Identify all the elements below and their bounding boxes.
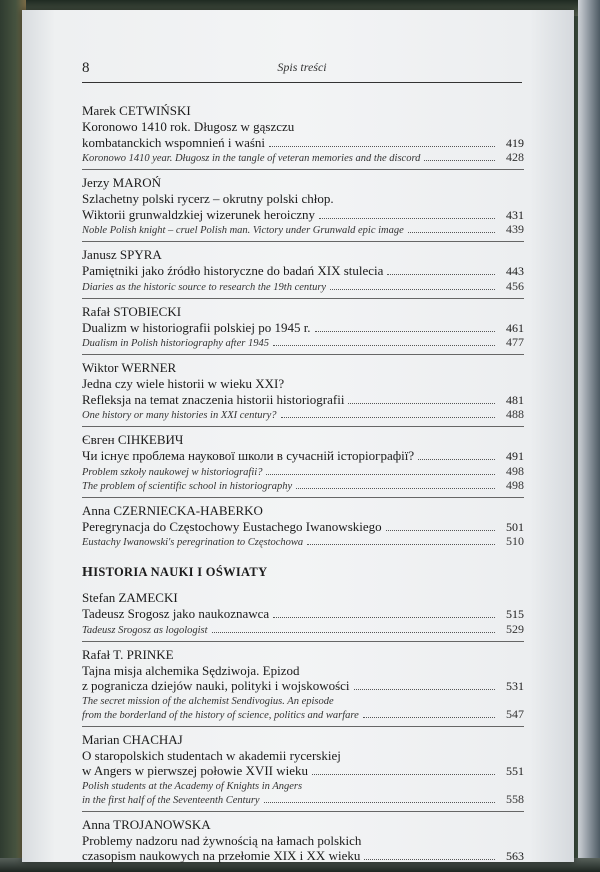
author-name: Євген СІНКЕВИЧ bbox=[82, 432, 184, 447]
title-text: Problemy nadzoru nad żywnością na łamach polskich bbox=[82, 832, 362, 848]
page-ref: 498 bbox=[506, 463, 524, 478]
toc-english-title-line bbox=[82, 793, 524, 807]
entry-divider bbox=[82, 298, 524, 299]
page-ref: 439 bbox=[506, 222, 524, 236]
title-text: w Angers w pierwszej połowie XVII wieku bbox=[82, 763, 309, 778]
page-ref: 515 bbox=[506, 607, 524, 621]
dot-leader bbox=[387, 274, 495, 275]
title-text: Refleksja na temat znaczenia historii historiografii bbox=[82, 391, 345, 407]
running-head bbox=[82, 60, 522, 83]
toc-english-title-line bbox=[82, 708, 524, 722]
english-title-text: Polish students at the Academy of Knights in Angers bbox=[82, 780, 303, 792]
title-text: czasopism naukowych na przełomie XIX i XX wieku bbox=[82, 848, 361, 863]
english-title-text: Problem szkoły naukowej w historiografii? bbox=[82, 466, 263, 478]
english-title-text: Dualism in Polish historiography after 1945 bbox=[82, 338, 269, 349]
title-text: Чи існує проблема наукової школи в сучасній історіографії? bbox=[82, 448, 415, 463]
dot-leader bbox=[424, 160, 495, 161]
dot-leader bbox=[364, 859, 495, 860]
toc-title-line bbox=[82, 207, 524, 224]
dot-leader bbox=[312, 774, 495, 775]
english-title-text: Noble Polish knight – cruel Polish man. Victory under Grunwald epic image bbox=[82, 225, 404, 236]
toc-title-line bbox=[82, 320, 524, 337]
english-title-text: Koronowo 1410 year. Długosz in the tangle of veteran memories and the discord bbox=[82, 153, 421, 164]
english-title-text: Eustachy Iwanowski's peregrination to Częstochowa bbox=[82, 537, 304, 548]
author-name: Jerzy MAROŃ bbox=[82, 175, 162, 190]
title-text: Peregrynacja do Częstochowy Eustachego Iwanowskiego bbox=[82, 518, 382, 534]
page-number: 8 bbox=[82, 60, 90, 76]
toc-entry bbox=[82, 587, 524, 637]
page-ref: 501 bbox=[506, 519, 524, 534]
page-ref: 531 bbox=[506, 679, 524, 693]
title-text: Szlachetny polski rycerz – okrutny polski chłop. bbox=[82, 191, 334, 206]
dot-leader bbox=[264, 802, 495, 803]
toc-title-line bbox=[82, 748, 524, 764]
toc-english-title-line bbox=[82, 336, 524, 350]
title-text: Jedna czy wiele historii w wieku XXI? bbox=[82, 376, 285, 391]
toc-title-line bbox=[82, 448, 524, 465]
toc-title-line bbox=[82, 663, 524, 679]
dot-leader bbox=[273, 345, 495, 346]
background-right bbox=[578, 0, 600, 872]
english-title-text: Tadeusz Srogosz as logologist bbox=[82, 624, 208, 636]
toc-english-title-line bbox=[82, 408, 524, 422]
page-ref: 431 bbox=[506, 207, 524, 222]
toc-english-title-line bbox=[82, 479, 524, 493]
page-ref: 481 bbox=[506, 392, 524, 407]
entry-divider bbox=[82, 426, 524, 427]
page-ref: 547 bbox=[506, 706, 524, 721]
page-ref: 491 bbox=[506, 449, 524, 463]
author-name: Anna TROJANOWSKA bbox=[82, 816, 211, 832]
toc-title-line bbox=[82, 263, 524, 280]
toc-title-line bbox=[82, 135, 524, 152]
toc-title-line bbox=[82, 191, 524, 207]
toc-title-line bbox=[82, 763, 524, 780]
page-ref: 419 bbox=[506, 135, 524, 150]
toc-entry bbox=[82, 301, 524, 351]
toc-english-title-line bbox=[82, 695, 524, 708]
page-ref: 529 bbox=[506, 621, 524, 636]
page-ref: 488 bbox=[506, 407, 524, 421]
page-ref: 551 bbox=[506, 764, 524, 778]
toc-title-line bbox=[82, 376, 524, 392]
title-text: Dualizm w historiografii polskiej po 1945 r. bbox=[82, 319, 311, 335]
section-heading-initial: H bbox=[82, 565, 94, 580]
running-title: Spis treści bbox=[277, 60, 327, 74]
page-ref: 428 bbox=[506, 150, 524, 164]
toc-english-title-line bbox=[82, 780, 524, 793]
dot-leader bbox=[266, 474, 495, 475]
toc-title-line bbox=[82, 848, 524, 865]
dot-leader bbox=[386, 530, 495, 531]
toc-entry bbox=[82, 814, 524, 865]
dot-leader bbox=[281, 417, 495, 418]
title-text: Koronowo 1410 rok. Długosz w gąszczu bbox=[82, 119, 295, 134]
author-name: Wiktor WERNER bbox=[82, 360, 177, 375]
toc-entry bbox=[82, 429, 524, 493]
title-text: z pogranicza dziejów nauki, polityki i wojskowości bbox=[82, 678, 350, 693]
toc-entry bbox=[82, 244, 524, 294]
title-text: kombatanckich wspomnień i waśni bbox=[82, 134, 266, 150]
entry-divider bbox=[82, 169, 524, 170]
entry-divider bbox=[82, 811, 524, 812]
toc-title-line bbox=[82, 519, 524, 536]
dot-leader bbox=[296, 488, 495, 489]
table-of-contents bbox=[82, 100, 524, 865]
dot-leader bbox=[273, 617, 495, 618]
toc-title-line bbox=[82, 392, 524, 409]
entry-divider bbox=[82, 497, 524, 498]
section-heading bbox=[82, 565, 524, 581]
toc-title-line bbox=[82, 678, 524, 695]
toc-title-line bbox=[82, 833, 524, 849]
toc-title-line bbox=[82, 606, 524, 623]
toc-english-title-line bbox=[82, 535, 524, 549]
dot-leader bbox=[315, 331, 495, 332]
toc-title-line bbox=[82, 119, 524, 135]
english-title-text: The problem of scientific school in historiography bbox=[82, 480, 293, 492]
toc-entry bbox=[82, 729, 524, 807]
toc-entry bbox=[82, 644, 524, 722]
entry-divider bbox=[82, 241, 524, 242]
book-page bbox=[22, 10, 574, 862]
author-name: Rafał T. PRINKE bbox=[82, 646, 174, 662]
page-ref: 477 bbox=[506, 335, 524, 349]
toc-entry bbox=[82, 172, 524, 237]
english-title-text: The secret mission of the alchemist Sendivogius. An episode bbox=[82, 695, 334, 707]
toc-english-title-line bbox=[82, 151, 524, 165]
english-title-text: in the first half of the Seventeenth Century bbox=[82, 794, 260, 806]
page-ref: 443 bbox=[506, 264, 524, 278]
toc-entry bbox=[82, 357, 524, 422]
author-name: Anna CZERNIECKA-HABERKO bbox=[82, 502, 263, 518]
dot-leader bbox=[330, 289, 495, 290]
dot-leader bbox=[319, 218, 495, 219]
page-ref: 498 bbox=[506, 477, 524, 492]
section-heading-rest: ISTORIA NAUKI I OŚWIATY bbox=[93, 565, 268, 579]
dot-leader bbox=[354, 689, 495, 690]
english-title-text: from the borderland of the history of science, politics and warfare bbox=[82, 709, 359, 721]
page-ref: 510 bbox=[506, 534, 524, 548]
page-ref: 461 bbox=[506, 320, 524, 335]
dot-leader bbox=[418, 459, 495, 460]
title-text: Tajna misja alchemika Sędziwoja. Epizod bbox=[82, 662, 300, 678]
title-text: Tadeusz Srogosz jako naukoznawca bbox=[82, 606, 270, 621]
dot-leader bbox=[307, 544, 495, 545]
toc-english-title-line bbox=[82, 223, 524, 237]
page-ref: 456 bbox=[506, 278, 524, 293]
entry-divider bbox=[82, 641, 524, 642]
title-text: Pamiętniki jako źródło historyczne do badań XIX stulecia bbox=[82, 263, 384, 278]
toc-english-title-line bbox=[82, 465, 524, 479]
title-text: O staropolskich studentach w akademii rycerskiej bbox=[82, 747, 341, 763]
dot-leader bbox=[363, 717, 495, 718]
author-name: Marian CHACHAJ bbox=[82, 731, 183, 747]
dot-leader bbox=[408, 232, 495, 233]
toc-entry bbox=[82, 100, 524, 165]
toc-entry bbox=[82, 500, 524, 550]
page-ref: 563 bbox=[506, 849, 524, 863]
entry-divider bbox=[82, 726, 524, 727]
english-title-text: Diaries as the historic source to research the 19th century bbox=[82, 281, 327, 293]
english-title-text: One history or many histories in XXI century? bbox=[82, 410, 277, 421]
author-name: Marek CETWIŃSKI bbox=[82, 103, 191, 118]
dot-leader bbox=[348, 403, 495, 404]
page-ref: 558 bbox=[506, 791, 524, 806]
author-name: Janusz SPYRA bbox=[82, 247, 162, 262]
toc-english-title-line bbox=[82, 280, 524, 294]
title-text: Wiktorii grunwaldzkiej wizerunek heroiczny bbox=[82, 206, 316, 222]
toc-english-title-line bbox=[82, 623, 524, 637]
author-name: Stefan ZAMECKI bbox=[82, 590, 178, 605]
dot-leader bbox=[212, 632, 495, 633]
entry-divider bbox=[82, 354, 524, 355]
dot-leader bbox=[269, 146, 495, 147]
author-name: Rafał STOBIECKI bbox=[82, 303, 182, 319]
